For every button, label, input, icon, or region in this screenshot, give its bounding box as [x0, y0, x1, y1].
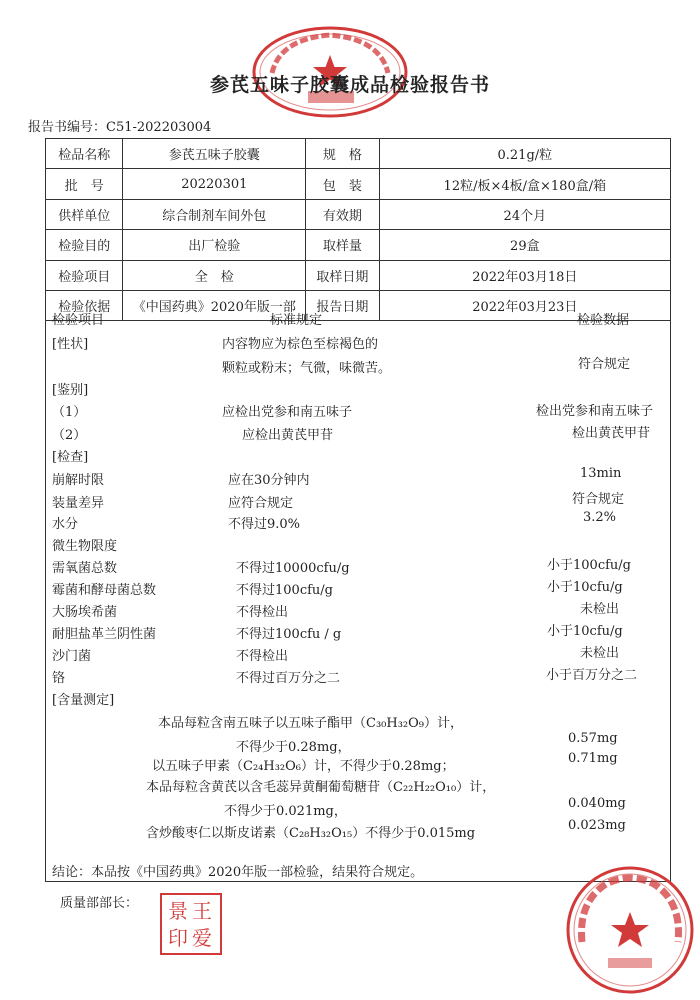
section-assay: [含量测定] — [52, 693, 115, 708]
inspection-item: 水分 — [52, 517, 79, 532]
table-row — [46, 139, 671, 169]
inspection-item: 崩解时限 — [52, 473, 105, 488]
value-package: 12粒/板×4板/盒×180盒/箱 — [379, 169, 670, 199]
assay-line-1: 本品每粒含南五味子以五味子酯甲（C₃₀H₃₂O₉）计， — [158, 716, 463, 731]
signature-stamp-icon — [160, 893, 222, 955]
assay-data-4: 0.023mg — [568, 818, 626, 833]
report-title: 参芪五味子胶囊成品检验报告书 — [209, 74, 490, 96]
inspection-data: 13min — [580, 466, 622, 481]
col-standard-heading: 标准规定 — [270, 313, 323, 328]
inspection-standard: 不得过9.0% — [228, 517, 301, 532]
table-row — [46, 260, 671, 290]
assay-data-1: 0.57mg — [568, 731, 618, 746]
inspection-item: 霉菌和酵母菌总数 — [52, 583, 157, 598]
inspection-data: 小于100cfu/g — [547, 558, 631, 573]
inspection-item: 沙门菌 — [52, 649, 92, 664]
inspection-standard: 不得过100cfu / g — [236, 627, 342, 642]
inspection-data: 未检出 — [580, 602, 620, 617]
inspection-item: 铬 — [52, 671, 66, 686]
inspection-standard: 不得检出 — [236, 605, 289, 620]
label-basis: 检验依据 — [46, 290, 123, 320]
label-spec: 规 格 — [306, 139, 379, 169]
signature-label: 质量部部长： — [60, 896, 139, 911]
inspection-data: 符合规定 — [572, 492, 625, 507]
label-report-date: 报告日期 — [306, 290, 379, 320]
col-data-heading: 检验数据 — [577, 313, 630, 328]
inspection-data: 小于10cfu/g — [547, 624, 623, 639]
stamp-char: 印 — [168, 926, 188, 950]
label-validity: 有效期 — [306, 199, 379, 229]
inspection-data: 3.2% — [583, 510, 617, 525]
assay-data-2: 0.71mg — [568, 751, 618, 766]
conclusion-text: 结论：本品按《中国药典》2020年版一部检验，结果符合规定。 — [52, 865, 424, 880]
inspection-standard: 应符合规定 — [228, 496, 294, 511]
value-report-date: 2022年03月23日 — [379, 290, 670, 320]
stamp-char: 王 — [192, 899, 212, 923]
character-data: 符合规定 — [578, 357, 631, 372]
stamp-char: 景 — [168, 899, 188, 923]
inspection-item: 大肠埃希菌 — [52, 605, 118, 620]
col-item-heading: 检验项目 — [52, 313, 105, 328]
identification-standard-2: 应检出黄芪甲苷 — [242, 428, 334, 443]
label-purpose: 检验目的 — [46, 230, 123, 260]
identification-data-1: 检出党参和南五味子 — [536, 404, 654, 419]
identification-item-1: （1） — [52, 405, 87, 420]
value-validity: 24个月 — [379, 199, 670, 229]
character-standard-2: 颗粒或粉末；气微，味微苦。 — [222, 361, 392, 376]
value-test-items: 全 检 — [123, 260, 306, 290]
label-sampling-date: 取样日期 — [306, 260, 379, 290]
label-package: 包 装 — [306, 169, 379, 199]
assay-line-6: 含炒酸枣仁以斯皮诺素（C₂₈H₃₂O₁₅）不得少于0.015mg — [146, 826, 476, 841]
assay-line-3: 以五味子甲素（C₂₄H₃₂O₆）计，不得少于0.28mg； — [152, 759, 455, 774]
section-inspection: [检查] — [52, 450, 89, 465]
assay-line-4: 本品每粒含黄芪以含毛蕊异黄酮葡萄糖苷（C₂₂H₂₂O₁₀）计， — [146, 780, 496, 795]
inspection-data: 未检出 — [580, 646, 620, 661]
label-sample-amount: 取样量 — [306, 230, 379, 260]
table-row — [46, 169, 671, 199]
inspection-standard: 应在30分钟内 — [228, 473, 310, 488]
identification-standard-1: 应检出党参和南五味子 — [222, 405, 353, 420]
assay-line-5: 不得少于0.021mg， — [224, 804, 347, 819]
inspection-standard: 不得过百万分之二 — [236, 671, 341, 686]
value-sample-amount: 29盒 — [379, 230, 670, 260]
section-identification: [鉴别] — [52, 383, 89, 398]
inspection-item: 装量差异 — [52, 496, 105, 511]
label-batch: 批 号 — [46, 169, 123, 199]
value-purpose: 出厂检验 — [123, 230, 306, 260]
value-basis: 《中国药典》2020年版一部 — [123, 290, 306, 320]
header-table — [45, 138, 671, 321]
inspection-standard: 不得过10000cfu/g — [236, 561, 350, 576]
report-number: 报告书编号：C51-202203004 — [28, 120, 212, 135]
stamp-char: 爱 — [192, 926, 212, 950]
identification-item-2: （2） — [52, 428, 87, 443]
section-character: [性状] — [52, 337, 89, 352]
label-supplier: 供样单位 — [46, 199, 123, 229]
value-spec: 0.21g/粒 — [379, 139, 670, 169]
inspection-data: 小于10cfu/g — [547, 580, 623, 595]
inspection-standard: 不得过100cfu/g — [236, 583, 333, 598]
assay-data-3: 0.040mg — [568, 796, 626, 811]
inspection-item: 耐胆盐革兰阴性菌 — [52, 627, 157, 642]
value-batch: 20220301 — [123, 169, 306, 199]
assay-line-2: 不得少于0.28mg， — [236, 740, 351, 755]
inspection-data: 小于百万分之二 — [546, 668, 638, 683]
value-product-name: 参芪五味子胶囊 — [123, 139, 306, 169]
identification-data-2: 检出黄芪甲苷 — [572, 426, 651, 441]
value-sampling-date: 2022年03月18日 — [379, 260, 670, 290]
inspection-standard: 不得检出 — [236, 649, 289, 664]
value-supplier: 综合制剂车间外包 — [123, 199, 306, 229]
label-test-items: 检验项目 — [46, 260, 123, 290]
inspection-item: 微生物限度 — [52, 539, 118, 554]
quality-dept-seal-icon — [562, 862, 698, 998]
character-standard-1: 内容物应为棕色至棕褐色的 — [222, 337, 379, 352]
label-product-name: 检品名称 — [46, 139, 123, 169]
table-row — [46, 199, 671, 229]
inspection-item: 需氧菌总数 — [52, 561, 118, 576]
table-row — [46, 230, 671, 260]
